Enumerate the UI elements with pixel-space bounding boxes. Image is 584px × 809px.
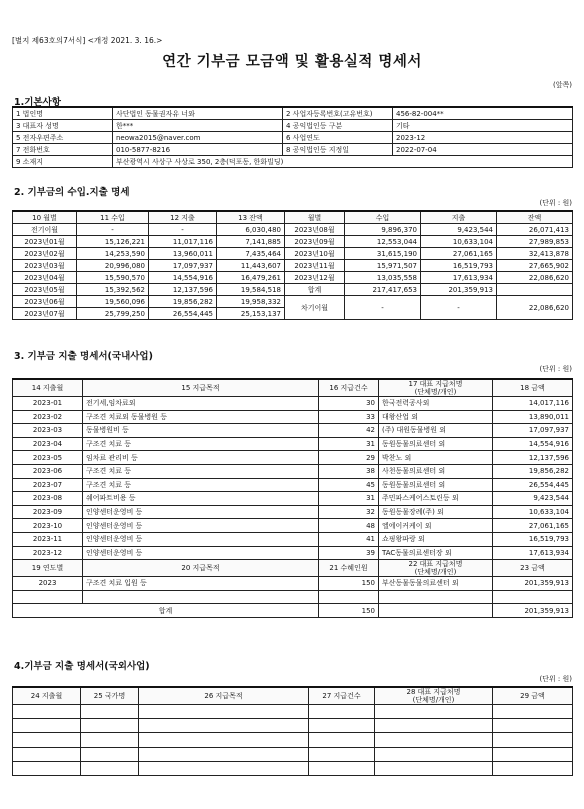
purpose-cell: 구조견 치료 등 — [83, 437, 319, 451]
empty-cell — [309, 705, 375, 719]
column-header: 19 연도별 — [13, 560, 83, 577]
balance-cell: 7,435,464 — [217, 248, 285, 260]
total-amount: 201,359,913 — [493, 604, 573, 618]
empty-cell — [379, 590, 493, 604]
income-cell: 217,417,653 — [345, 284, 421, 296]
income-cell: 13,035,558 — [345, 272, 421, 284]
field-label: 4 공익법인등 구분 — [283, 120, 393, 132]
table-row — [13, 437, 573, 451]
column-header: 28 대표 지급처명 (단체명/개인) — [375, 687, 493, 705]
year-cell: 2023 — [13, 577, 83, 591]
month-cell: 2023년12월 — [285, 272, 345, 284]
expense-cell: 16,519,793 — [421, 260, 497, 272]
field-value: neowa2015@naver.com — [113, 132, 283, 144]
month-cell: 2023-01 — [13, 397, 83, 411]
expense-cell: 12,137,596 — [149, 284, 217, 296]
table-row — [13, 747, 573, 761]
section4-unit: (단위 : 원) — [539, 675, 572, 683]
month-cell: 2023-12 — [13, 546, 83, 560]
column-header: 잔액 — [497, 211, 573, 224]
table-row — [13, 546, 573, 560]
table-row — [13, 397, 573, 411]
field-label: 5 전자우편주소 — [13, 132, 113, 144]
basic-info-row — [13, 132, 573, 144]
field-value: 010-5877-8216 — [113, 144, 283, 156]
payee-cell: 한국전력공사외 — [379, 397, 493, 411]
section1-heading: 1.기본사항 — [14, 97, 61, 108]
page-label: (앞쪽) — [553, 81, 572, 89]
month-cell: 2023년01월 — [13, 236, 77, 248]
field-label: 3 대표자 성명 — [13, 120, 113, 132]
income-cell: 15,590,570 — [77, 272, 149, 284]
empty-cell — [493, 590, 573, 604]
amount-cell: 13,890,011 — [493, 410, 573, 424]
expense-cell: 9,423,544 — [421, 224, 497, 236]
table-row — [13, 224, 573, 236]
beneficiaries-cell: 150 — [319, 577, 379, 591]
balance-cell: 32,413,878 — [497, 248, 573, 260]
payee-cell: 동원동물의료센터 외 — [379, 437, 493, 451]
empty-cell — [139, 719, 309, 733]
expense-cell: 201,359,913 — [421, 284, 497, 296]
table-row — [13, 284, 573, 296]
amount-cell: 16,519,793 — [493, 532, 573, 546]
month-cell: 2023-09 — [13, 505, 83, 519]
table-header-row — [13, 560, 573, 577]
count-cell: 48 — [319, 519, 379, 533]
income-cell: 15,392,562 — [77, 284, 149, 296]
month-cell: 2023-03 — [13, 424, 83, 438]
table-header-row — [13, 211, 573, 224]
carry-expense: - — [421, 296, 497, 320]
column-header: 25 국가명 — [81, 687, 139, 705]
table-row — [13, 590, 573, 604]
balance-cell: 7,141,885 — [217, 236, 285, 248]
field-value: 456-82-004** — [393, 107, 573, 120]
payee-cell: 엘에이커케이 외 — [379, 519, 493, 533]
total-count: 150 — [319, 604, 379, 618]
purpose-cell: 인양센터운영비 등 — [83, 505, 319, 519]
empty-cell — [81, 733, 139, 747]
count-cell: 45 — [319, 478, 379, 492]
payee-cell: 동원동물의료센터 외 — [379, 478, 493, 492]
column-header: 월별 — [285, 211, 345, 224]
empty-cell — [13, 719, 81, 733]
balance-cell: 6,030,480 — [217, 224, 285, 236]
income-cell: 15,971,507 — [345, 260, 421, 272]
carry-balance: 22,086,620 — [497, 296, 573, 320]
empty-cell — [375, 747, 493, 761]
column-header: 26 지급목적 — [139, 687, 309, 705]
column-header: 24 지출월 — [13, 687, 81, 705]
column-header: 23 금액 — [493, 560, 573, 577]
empty-cell — [139, 705, 309, 719]
purpose-cell: 구조견 치료 등 — [83, 478, 319, 492]
table-row — [13, 705, 573, 719]
empty-cell — [493, 719, 573, 733]
section4-heading: 4.기부금 지출 명세서(국외사업) — [14, 661, 150, 672]
income-cell: 25,799,250 — [77, 308, 149, 320]
count-cell: 31 — [319, 492, 379, 506]
field-value: 2023-12 — [393, 132, 573, 144]
count-cell: 38 — [319, 464, 379, 478]
payee-cell: 주민파스케어스토린등 외 — [379, 492, 493, 506]
month-cell: 2023년11월 — [285, 260, 345, 272]
income-expense-table — [12, 210, 573, 320]
month-cell: 2023-11 — [13, 532, 83, 546]
expense-cell: 17,613,934 — [421, 272, 497, 284]
empty-cell — [13, 705, 81, 719]
empty-cell — [375, 733, 493, 747]
income-cell: - — [77, 224, 149, 236]
basic-info-row — [13, 107, 573, 120]
amount-cell: 14,554,916 — [493, 437, 573, 451]
field-label: 7 전화번호 — [13, 144, 113, 156]
empty-cell — [309, 747, 375, 761]
month-cell: 2023년03월 — [13, 260, 77, 272]
empty-cell — [493, 761, 573, 775]
empty-cell — [493, 705, 573, 719]
purpose-cell: 구조견 치료 입원 등 — [83, 577, 319, 591]
month-cell: 2023-10 — [13, 519, 83, 533]
empty-cell — [493, 747, 573, 761]
count-cell: 33 — [319, 410, 379, 424]
total-row — [13, 604, 573, 618]
table-row — [13, 519, 573, 533]
balance-cell: 16,479,261 — [217, 272, 285, 284]
amount-cell: 17,097,937 — [493, 424, 573, 438]
month-cell: 2023년09월 — [285, 236, 345, 248]
empty-cell — [493, 733, 573, 747]
form-note: [별지 제63호의7서식] <개정 2021. 3. 16.> — [12, 36, 163, 45]
carry-income: - — [345, 296, 421, 320]
empty-cell — [81, 761, 139, 775]
column-header: 18 금액 — [493, 379, 573, 397]
table-row — [13, 236, 573, 248]
column-header: 13 잔액 — [217, 211, 285, 224]
table-header-row — [13, 379, 573, 397]
field-value: 기타 — [393, 120, 573, 132]
expense-cell: 10,633,104 — [421, 236, 497, 248]
field-value: 2022-07-04 — [393, 144, 573, 156]
payee-cell: 동원동물장례(주) 외 — [379, 505, 493, 519]
table-row — [13, 296, 573, 308]
empty-cell — [139, 747, 309, 761]
empty-cell — [139, 733, 309, 747]
table-row — [13, 532, 573, 546]
month-cell: 2023년04월 — [13, 272, 77, 284]
table-header-row — [13, 687, 573, 705]
income-cell: 31,615,190 — [345, 248, 421, 260]
amount-cell: 27,061,165 — [493, 519, 573, 533]
column-header: 27 지급건수 — [309, 687, 375, 705]
expense-cell: 27,061,165 — [421, 248, 497, 260]
field-label: 6 사업연도 — [283, 132, 393, 144]
purpose-cell: 구조견 치료 등 — [83, 464, 319, 478]
table-row — [13, 248, 573, 260]
income-cell: 14,253,590 — [77, 248, 149, 260]
month-cell: 2023-06 — [13, 464, 83, 478]
section2-heading: 2. 기부금의 수입.지출 명세 — [14, 187, 130, 198]
table-row — [13, 464, 573, 478]
income-cell: 12,553,044 — [345, 236, 421, 248]
payee-cell: 사천동물의료센터 외 — [379, 464, 493, 478]
table-row — [13, 424, 573, 438]
empty-cell — [13, 590, 83, 604]
payee-cell: (주) 대원동물병원 외 — [379, 424, 493, 438]
amount-cell: 17,613,934 — [493, 546, 573, 560]
field-label: 8 공익법인등 지정일 — [283, 144, 393, 156]
count-cell: 32 — [319, 505, 379, 519]
balance-cell: 22,086,620 — [497, 272, 573, 284]
purpose-cell: 전기세,임차료외 — [83, 397, 319, 411]
purpose-cell: 구조견 치료외 동물병원 등 — [83, 410, 319, 424]
month-cell: 전기이월 — [13, 224, 77, 236]
month-cell: 2023-07 — [13, 478, 83, 492]
column-header: 14 지출월 — [13, 379, 83, 397]
table-row — [13, 577, 573, 591]
balance-cell: 19,958,332 — [217, 296, 285, 308]
domestic-expense-table — [12, 378, 573, 618]
income-cell: 20,996,080 — [77, 260, 149, 272]
month-cell: 2023년08월 — [285, 224, 345, 236]
purpose-cell: 쉐어파트비용 등 — [83, 492, 319, 506]
expense-cell: 17,097,937 — [149, 260, 217, 272]
empty-cell — [379, 604, 493, 618]
payee-cell: 대왕산업 외 — [379, 410, 493, 424]
count-cell: 30 — [319, 397, 379, 411]
balance-cell: 27,665,902 — [497, 260, 573, 272]
payee-cell: 부산동물동물의료센터 외 — [379, 577, 493, 591]
table-row — [13, 272, 573, 284]
count-cell: 42 — [319, 424, 379, 438]
basic-info-table — [12, 106, 573, 168]
field-label: 9 소재지 — [13, 156, 113, 168]
amount-cell: 9,423,544 — [493, 492, 573, 506]
amount-cell: 14,017,116 — [493, 397, 573, 411]
empty-cell — [375, 761, 493, 775]
balance-cell: 25,153,137 — [217, 308, 285, 320]
empty-cell — [139, 761, 309, 775]
purpose-cell: 인양센터운영비 등 — [83, 546, 319, 560]
count-cell: 41 — [319, 532, 379, 546]
purpose-cell: 동물병원비 등 — [83, 424, 319, 438]
amount-cell: 26,554,445 — [493, 478, 573, 492]
expense-cell: 11,017,116 — [149, 236, 217, 248]
count-cell: 29 — [319, 451, 379, 465]
balance-cell: 26,071,413 — [497, 224, 573, 236]
column-header: 17 대표 지급처명 (단체명/개인) — [379, 379, 493, 397]
column-header: 수입 — [345, 211, 421, 224]
payee-cell: 박찬노 외 — [379, 451, 493, 465]
payee-cell: TAC동물의료센터장 외 — [379, 546, 493, 560]
table-row — [13, 733, 573, 747]
column-header: 15 지급목적 — [83, 379, 319, 397]
month-cell: 2023-02 — [13, 410, 83, 424]
section3-unit: (단위 : 원) — [539, 365, 572, 373]
month-cell: 2023년07월 — [13, 308, 77, 320]
carry-label: 차기이월 — [285, 296, 345, 320]
column-header: 22 대표 지급처명 (단체명/개인) — [379, 560, 493, 577]
month-cell: 2023년10월 — [285, 248, 345, 260]
table-row — [13, 478, 573, 492]
month-cell: 2023년02월 — [13, 248, 77, 260]
empty-cell — [13, 747, 81, 761]
basic-info-row — [13, 144, 573, 156]
income-cell: 9,896,370 — [345, 224, 421, 236]
table-row — [13, 761, 573, 775]
empty-cell — [309, 719, 375, 733]
purpose-cell: 인양센터운영비 등 — [83, 532, 319, 546]
month-cell: 2023-05 — [13, 451, 83, 465]
amount-cell: 19,856,282 — [493, 464, 573, 478]
overseas-expense-table — [12, 686, 573, 776]
amount-cell: 12,137,596 — [493, 451, 573, 465]
field-value: 부산광역시 사상구 사상로 350, 2층(덕포동, 한화빌딩) — [113, 156, 573, 168]
column-header: 10 월별 — [13, 211, 77, 224]
section3-heading: 3. 기부금 지출 명세서(국내사업) — [14, 351, 153, 362]
purpose-cell: 인양센터운영비 등 — [83, 519, 319, 533]
count-cell: 31 — [319, 437, 379, 451]
balance-cell: 19,584,518 — [217, 284, 285, 296]
balance-cell — [497, 284, 573, 296]
empty-cell — [81, 705, 139, 719]
table-row — [13, 260, 573, 272]
count-cell: 39 — [319, 546, 379, 560]
month-cell: 2023년06월 — [13, 296, 77, 308]
expense-cell: 13,960,011 — [149, 248, 217, 260]
column-header: 12 지출 — [149, 211, 217, 224]
column-header: 21 수혜인원 — [319, 560, 379, 577]
basic-info-row — [13, 120, 573, 132]
balance-cell: 27,989,853 — [497, 236, 573, 248]
amount-cell: 10,633,104 — [493, 505, 573, 519]
table-row — [13, 505, 573, 519]
empty-cell — [375, 705, 493, 719]
column-header: 11 수입 — [77, 211, 149, 224]
empty-cell — [13, 761, 81, 775]
column-header: 16 지급건수 — [319, 379, 379, 397]
table-row — [13, 492, 573, 506]
page-title: 연간 기부금 모금액 및 활용실적 명세서 — [162, 54, 422, 70]
field-value: 사단법인 동물권자유 너와 — [113, 107, 283, 120]
income-cell: 19,560,096 — [77, 296, 149, 308]
empty-cell — [83, 590, 319, 604]
amount-cell: 201,359,913 — [493, 577, 573, 591]
empty-cell — [81, 747, 139, 761]
basic-info-row — [13, 156, 573, 168]
field-label: 2 사업자등록번호(고유번호) — [283, 107, 393, 120]
empty-cell — [319, 590, 379, 604]
purpose-cell: 임차료 관리비 등 — [83, 451, 319, 465]
column-header: 29 금액 — [493, 687, 573, 705]
empty-cell — [81, 719, 139, 733]
expense-cell: - — [149, 224, 217, 236]
field-label: 1 법인명 — [13, 107, 113, 120]
expense-cell: 14,554,916 — [149, 272, 217, 284]
empty-cell — [375, 719, 493, 733]
income-cell: 15,126,221 — [77, 236, 149, 248]
column-header: 지출 — [421, 211, 497, 224]
table-row — [13, 451, 573, 465]
section2-unit: (단위 : 원) — [539, 199, 572, 207]
month-cell: 합계 — [285, 284, 345, 296]
balance-cell: 11,443,607 — [217, 260, 285, 272]
month-cell: 2023년05월 — [13, 284, 77, 296]
expense-cell: 26,554,445 — [149, 308, 217, 320]
empty-cell — [309, 733, 375, 747]
month-cell: 2023-08 — [13, 492, 83, 506]
month-cell: 2023-04 — [13, 437, 83, 451]
field-value: 한*** — [113, 120, 283, 132]
total-label: 합계 — [13, 604, 319, 618]
column-header: 20 지급목적 — [83, 560, 319, 577]
table-row — [13, 719, 573, 733]
table-row — [13, 410, 573, 424]
empty-cell — [309, 761, 375, 775]
payee-cell: 쇼핑왕파랑 외 — [379, 532, 493, 546]
expense-cell: 19,856,282 — [149, 296, 217, 308]
empty-cell — [13, 733, 81, 747]
